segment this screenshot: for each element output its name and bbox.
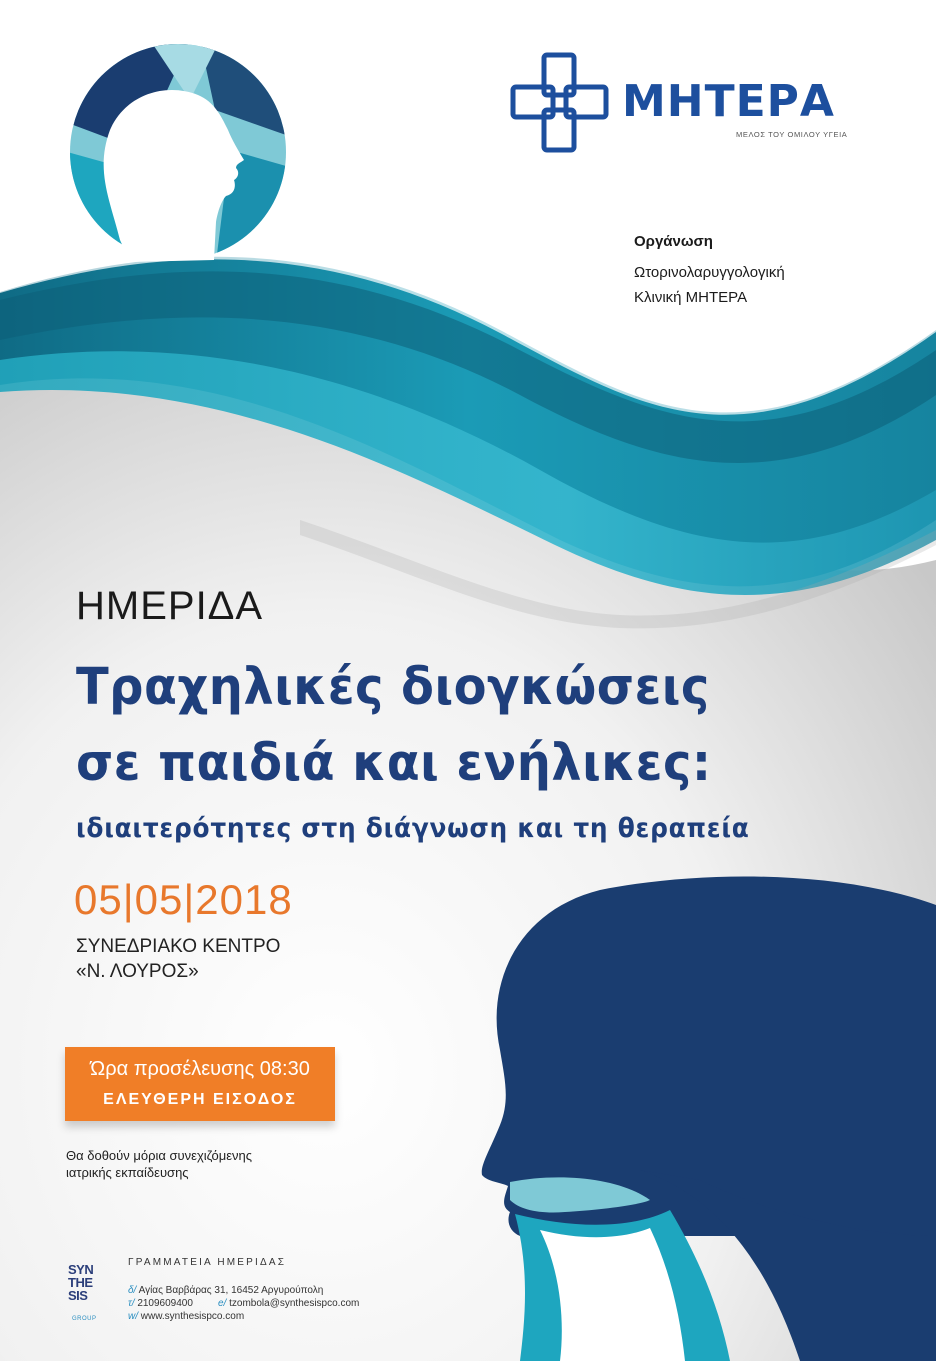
- synthesis-logo: [68, 1263, 93, 1302]
- organizer-line: Κλινική ΜΗΤΕΡΑ: [634, 289, 748, 306]
- logo-text-line: SIS: [68, 1288, 88, 1303]
- venue-line2: «Ν. ΛΟΥΡΟΣ»: [76, 961, 199, 982]
- web-line: [128, 1311, 244, 1322]
- web-text[interactable]: www.synthesispco.com: [140, 1311, 245, 1322]
- brand-tagline: ΜΕΛΟΣ ΤΟΥ ΟΜΙΛΟΥ ΥΓΕΙΑ: [736, 130, 848, 139]
- event-subtitle: ιδιαιτερότητες στη διάγνωση και τη θεραπεία: [76, 813, 750, 844]
- organizer-heading: Οργάνωση: [634, 233, 713, 250]
- event-title-line1: Τραχηλικές διογκώσεις: [76, 658, 710, 717]
- secretariat-title: ΓΡΑΜΜΑΤΕΙΑ ΗΜΕΡΙΔΑΣ: [128, 1257, 287, 1268]
- phone-line: [128, 1298, 193, 1309]
- venue-line1: ΣΥΝΕΔΡΙΑΚΟ ΚΕΝΤΡΟ: [76, 936, 281, 957]
- cme-note-line: Θα δοθούν μόρια συνεχιζόμενης: [66, 1148, 253, 1163]
- synthesis-logo-group: GROUP: [72, 1316, 97, 1322]
- address-label: δ/: [128, 1285, 137, 1296]
- event-title-line2: σε παιδιά και ενήλικες:: [76, 734, 712, 793]
- arrival-time: Ώρα προσέλευσης 08:30: [90, 1058, 310, 1080]
- event-date: 05|05|2018: [74, 876, 293, 923]
- brand-name: ΜΗΤΕΡΑ: [622, 76, 835, 127]
- organizer-line: Ωτορινολαρυγγολογική: [634, 264, 785, 281]
- phone-label: τ/: [128, 1298, 135, 1309]
- phone-text: 2109609400: [137, 1298, 193, 1309]
- email-text[interactable]: tzombola@synthesispco.com: [229, 1298, 360, 1309]
- address-text: Αγίας Βαρβάρας 31, 16452 Αργυρούπολη: [138, 1285, 324, 1296]
- logo-cross-icon: [513, 55, 606, 150]
- logo-text-line: THE: [68, 1275, 93, 1290]
- event-type: ΗΜΕΡΙΔΑ: [76, 584, 264, 628]
- free-entry: ΕΛΕΥΘΕΡΗ ΕΙΣΟΔΟΣ: [103, 1091, 297, 1108]
- email-line: [218, 1298, 359, 1309]
- arrival-info-box: [65, 1047, 335, 1121]
- address-line: [128, 1285, 323, 1296]
- email-label: e/: [218, 1298, 227, 1309]
- cme-note-line: ιατρικής εκπαίδευσης: [66, 1165, 189, 1180]
- web-label: w/: [128, 1311, 138, 1322]
- logo-text-line: SYN: [68, 1262, 94, 1277]
